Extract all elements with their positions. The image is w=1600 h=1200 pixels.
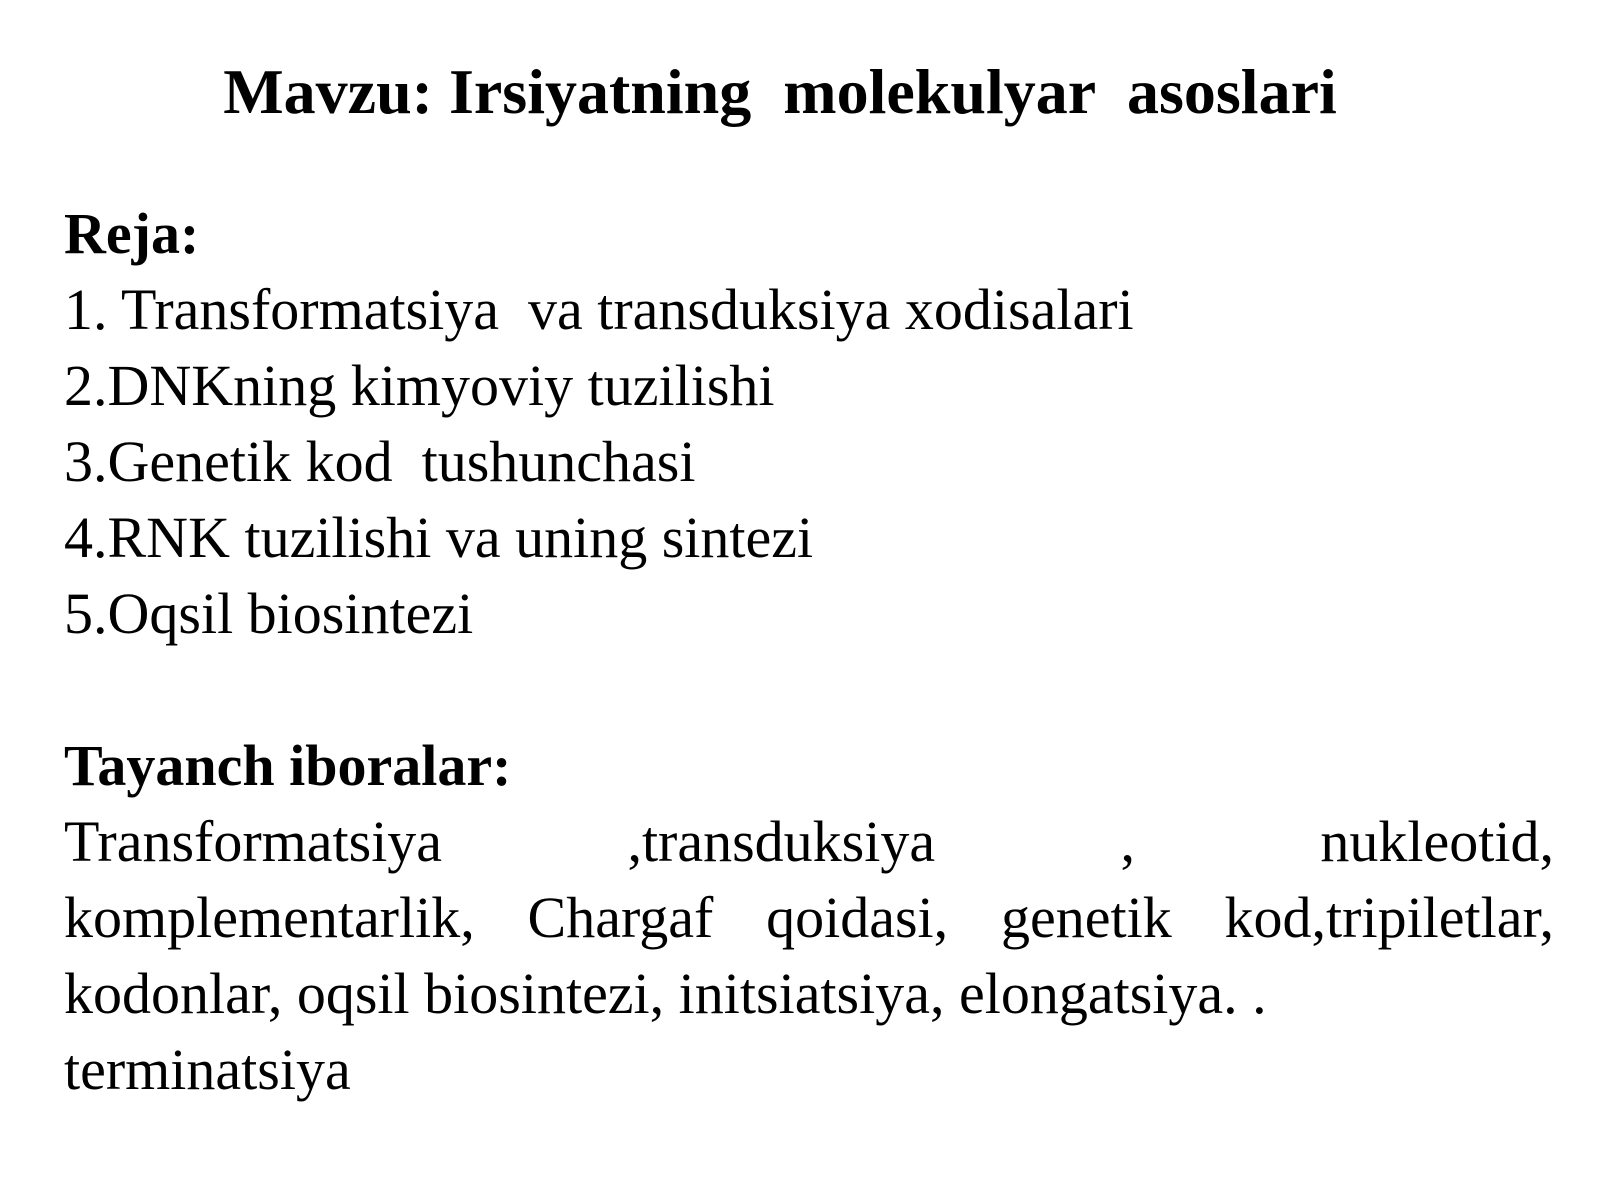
keywords-line: Transformatsiya ,transduksiya , nukleotid, bbox=[64, 809, 1554, 874]
keywords-line: terminatsiya bbox=[64, 1037, 351, 1102]
plan-heading: Reja: bbox=[64, 201, 200, 266]
plan-item: 1. Transformatsiya va transduksiya xodisalari bbox=[64, 277, 1134, 342]
keywords-line: kodonlar, oqsil biosintezi, initsiatsiya, elongatsiya. . bbox=[64, 961, 1267, 1026]
plan-item: 3.Genetik kod tushunchasi bbox=[64, 429, 696, 494]
plan-list bbox=[64, 272, 1554, 652]
section-spacer bbox=[64, 652, 1554, 728]
plan-item: 5.Oqsil biosintezi bbox=[64, 581, 474, 646]
plan-item: 4.RNK tuzilishi va uning sintezi bbox=[64, 505, 814, 570]
plan-item: 2.DNKning kimyoviy tuzilishi bbox=[64, 353, 775, 418]
slide-title: Mavzu: Irsiyatning molekulyar asoslari bbox=[223, 56, 1337, 127]
keywords-paragraph bbox=[64, 804, 1554, 1108]
keywords-heading: Tayanch iboralar: bbox=[64, 733, 512, 798]
slide-content bbox=[64, 196, 1554, 1108]
keywords-line: komplementarlik, Chargaf qoidasi, genetik kod,tripiletlar, bbox=[64, 885, 1554, 950]
